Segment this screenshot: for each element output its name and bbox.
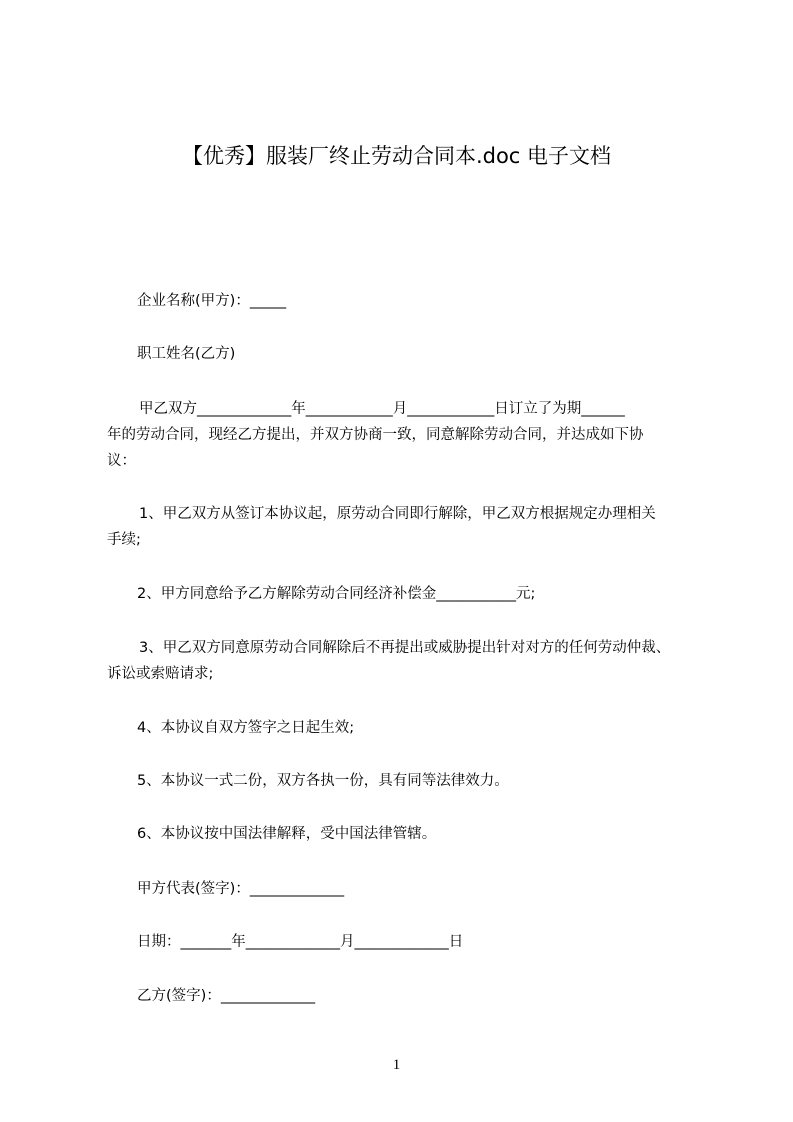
clause-3 bbox=[107, 635, 670, 687]
party-b-signature-field: 乙方(签字)：_____________ bbox=[137, 988, 316, 1004]
employee-name-field: 职工姓名(乙方) bbox=[137, 346, 236, 362]
clause-1-line-2: 手续; bbox=[107, 532, 141, 548]
company-name-field: 企业名称(甲方)：_____ bbox=[137, 293, 287, 309]
clause-1 bbox=[107, 501, 656, 553]
clause-6: 6、本协议按中国法律解释，受中国法律管辖。 bbox=[137, 826, 437, 842]
clause-1-line-1: 1、甲乙双方从签订本协议起，原劳动合同即行解除，甲乙双方根据规定办理相关 bbox=[139, 506, 656, 522]
clause-3-line-1: 3、甲乙双方同意原劳动合同解除后不再提出或威胁提出针对对方的任何劳动仲裁、 bbox=[139, 640, 671, 656]
intro-line-2: 年的劳动合同，现经乙方提出，并双方协商一致，同意解除劳动合同，并达成如下协 bbox=[107, 427, 644, 443]
intro-paragraph bbox=[107, 396, 644, 474]
party-a-signature-field: 甲方代表(签字)：_____________ bbox=[137, 881, 345, 897]
date-field: 日期：_______年_____________月_____________日 bbox=[137, 934, 464, 950]
page-number: 1 bbox=[392, 1057, 401, 1073]
clause-5: 5、本协议一式二份，双方各执一份，具有同等法律效力。 bbox=[137, 773, 509, 789]
clause-4: 4、本协议自双方签字之日起生效; bbox=[137, 720, 355, 736]
intro-line-1: 甲乙双方_____________年____________月____________日订立了为期______ bbox=[139, 401, 625, 417]
clause-2: 2、甲方同意给予乙方解除劳动合同经济补偿金___________元; bbox=[137, 586, 536, 602]
intro-line-3: 议： bbox=[107, 453, 136, 469]
clause-3-line-2: 诉讼或索赔请求; bbox=[107, 666, 214, 682]
document-title: 【优秀】服装厂终止劳动合同本.doc 电子文档 bbox=[181, 144, 612, 168]
